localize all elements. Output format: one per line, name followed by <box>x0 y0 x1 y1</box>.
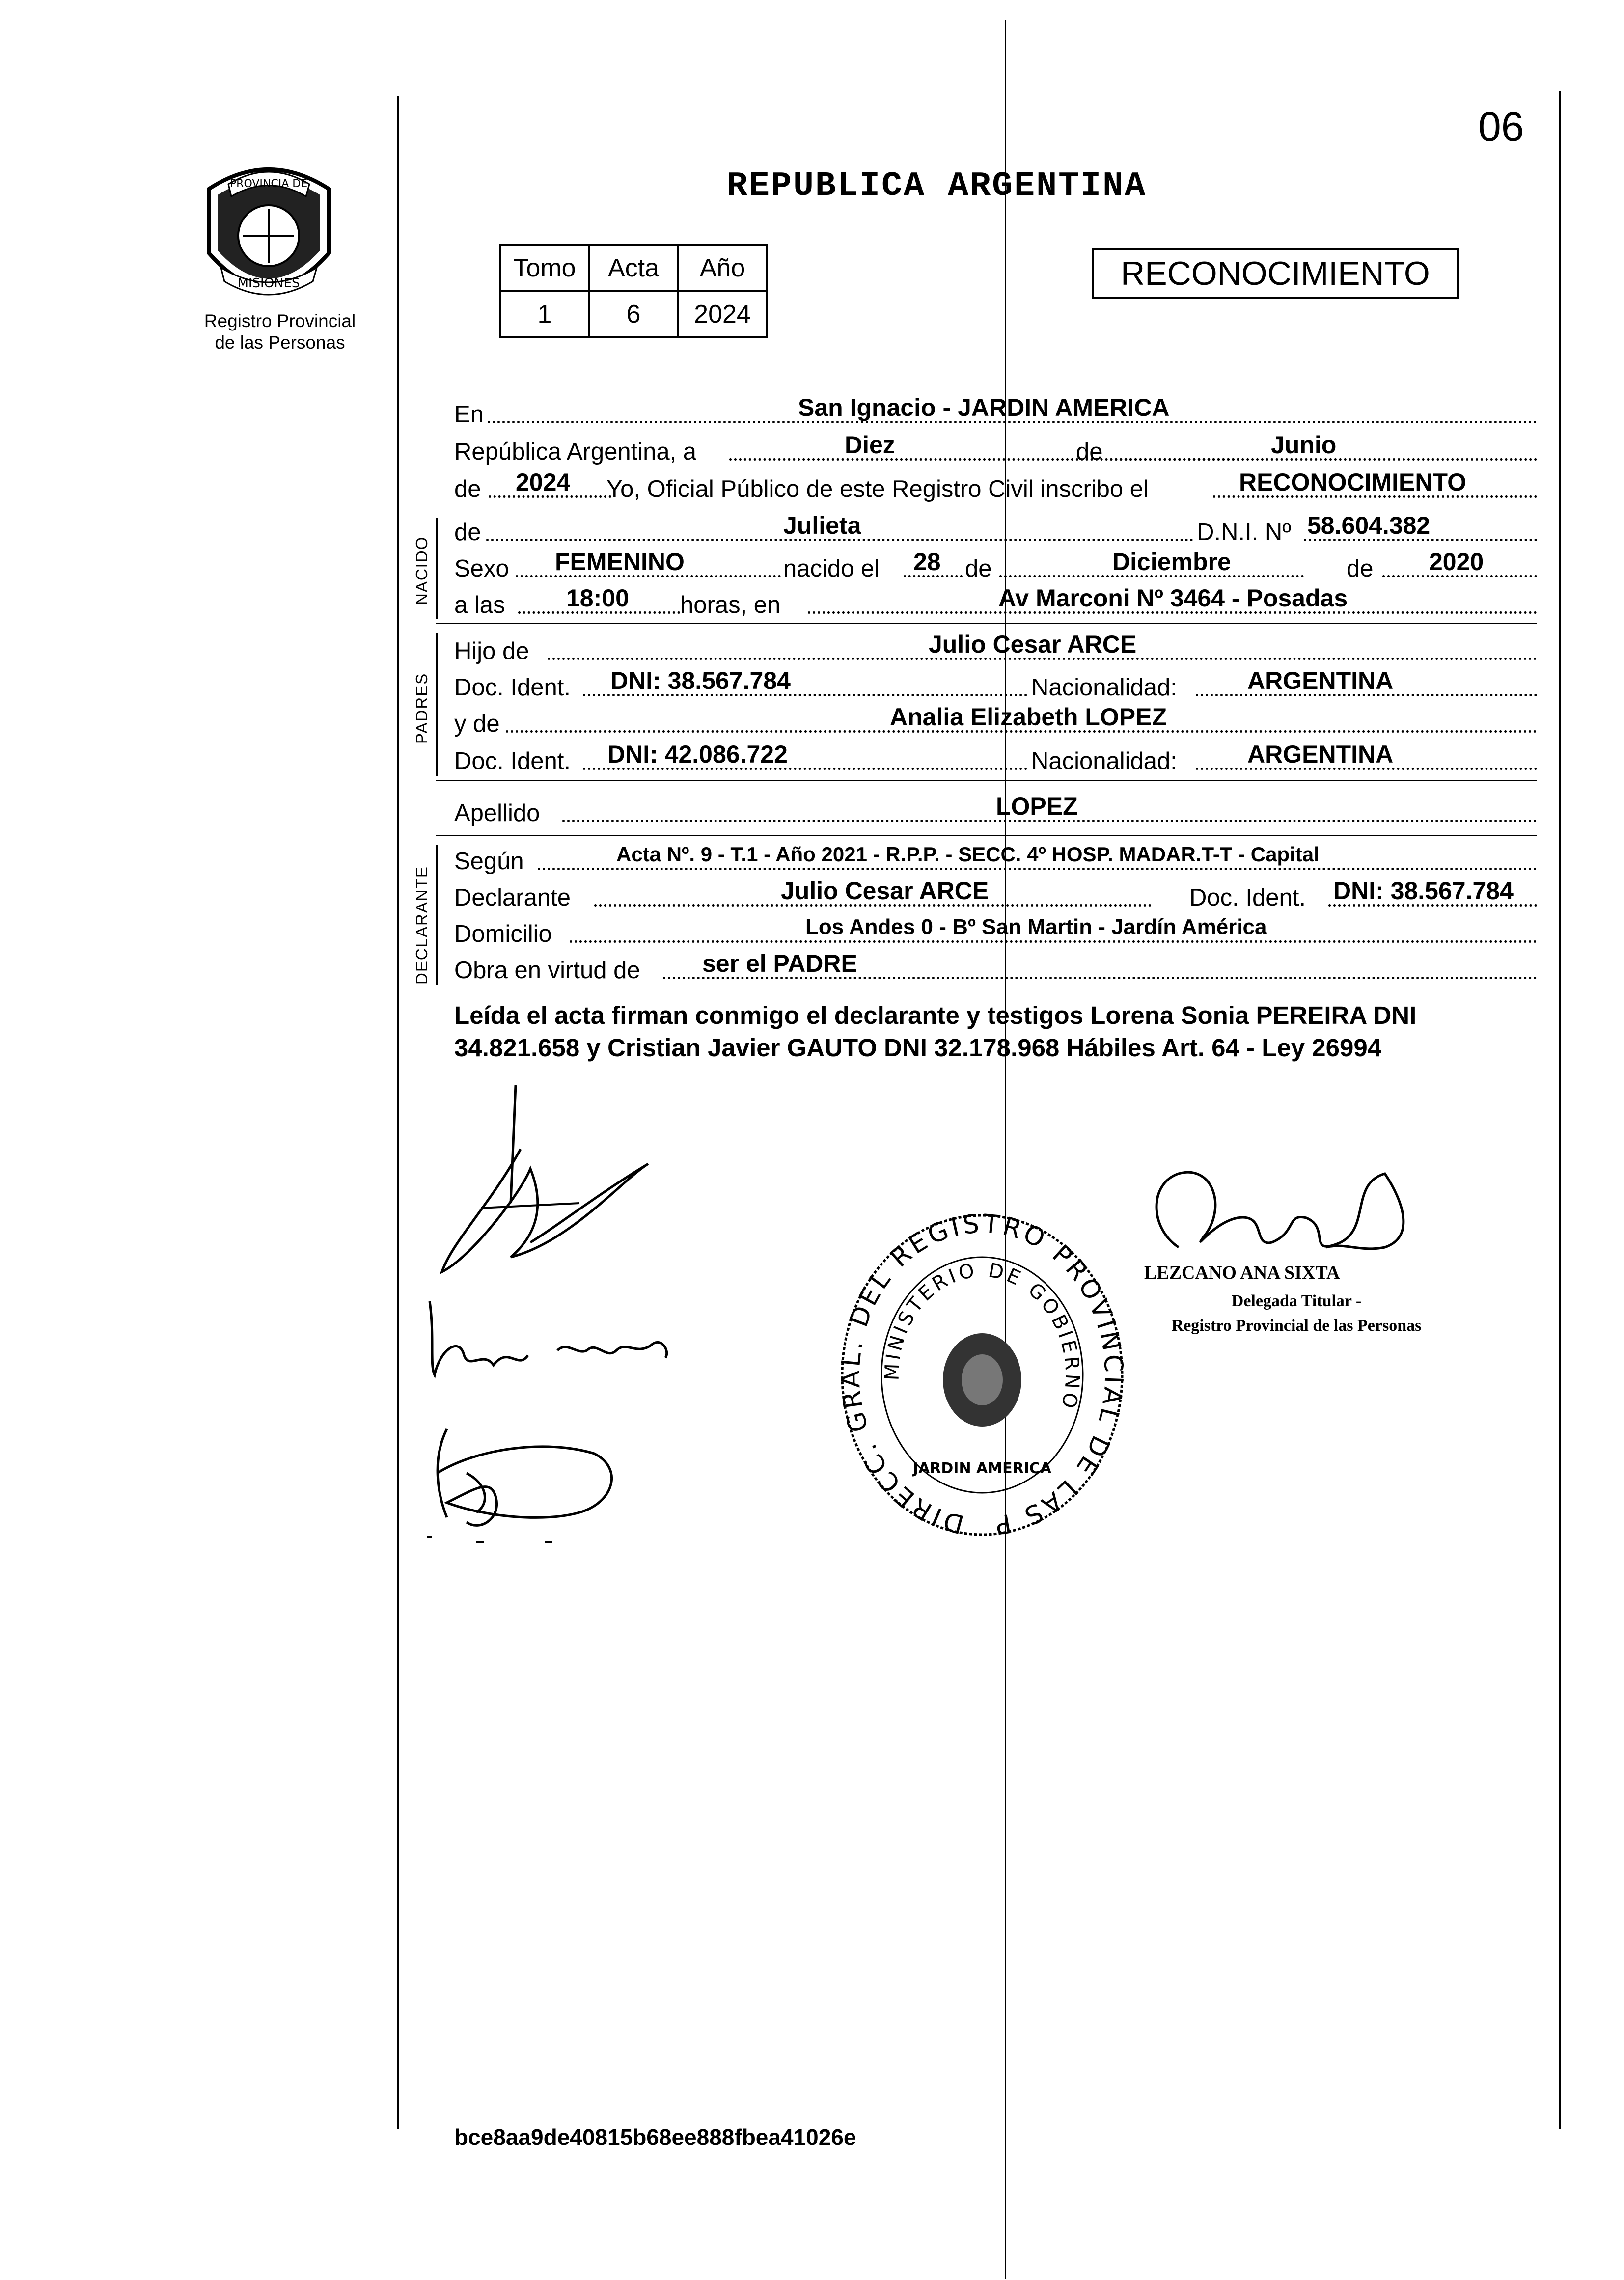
declarante-signature <box>432 1080 678 1316</box>
label-republica: República Argentina, a <box>454 439 697 465</box>
intro-act: RECONOCIMIENTO <box>1239 468 1466 496</box>
father-nationality: ARGENTINA <box>1247 667 1394 694</box>
stamp-bottom-text: JARDIN AMERICA <box>912 1460 1052 1477</box>
label-doc-ident: Doc. Ident. <box>1189 884 1306 911</box>
label-de-3: de <box>1347 555 1374 582</box>
nacido-year: 2020 <box>1429 548 1484 576</box>
nacido-day: 28 <box>913 548 941 576</box>
separator-apellido <box>436 835 1537 836</box>
separator-padres <box>436 780 1537 781</box>
registry-caption-line-2: de las Personas <box>215 332 345 353</box>
intro-year: 2024 <box>516 468 571 496</box>
center-fold-line <box>1005 20 1006 2279</box>
label-segun: Según <box>454 848 524 875</box>
row-republica <box>454 430 1537 467</box>
row-en <box>454 393 1537 429</box>
label-de-2: de <box>965 555 992 582</box>
province-seal-logo <box>199 155 339 317</box>
page-number: 06 <box>1478 104 1524 150</box>
record-table <box>499 244 768 338</box>
declarante-section-label: DECLARANTE <box>413 866 431 985</box>
intro-statement: Yo, Oficial Público de este Registro Civil inscribo el <box>606 476 1149 502</box>
label-y-de: y de <box>454 711 500 737</box>
label-doc-ident: Doc. Ident. <box>454 674 571 701</box>
row-hijo-de <box>454 630 1537 666</box>
label-hijo-de: Hijo de <box>454 638 529 664</box>
apellido-value: LOPEZ <box>996 793 1078 820</box>
label-nacionalidad: Nacionalidad: <box>1031 674 1177 701</box>
label-apellido: Apellido <box>454 800 540 826</box>
label-nacionalidad: Nacionalidad: <box>1031 748 1177 774</box>
witness-signature-1 <box>420 1291 695 1390</box>
registry-caption <box>177 310 383 354</box>
registry-stamp <box>823 1195 1129 1557</box>
nacido-month: Diciembre <box>1112 548 1231 576</box>
mother-nationality: ARGENTINA <box>1247 741 1394 768</box>
row-y-de <box>454 702 1537 739</box>
row-declarante <box>454 876 1537 912</box>
mother-name: Analia Elizabeth LOPEZ <box>890 703 1167 731</box>
row-segun <box>454 840 1537 876</box>
mother-doc: DNI: 42.086.722 <box>607 741 788 768</box>
nacido-sexo: FEMENINO <box>555 548 685 576</box>
label-en: En <box>454 401 484 428</box>
label-horas: horas, en <box>680 592 781 618</box>
label-domicilio: Domicilio <box>454 921 552 947</box>
record-value-acta: 6 <box>589 291 678 337</box>
document-title: REPUBLICA ARGENTINA <box>727 167 1147 206</box>
witness-signature-2 <box>417 1419 624 1547</box>
label-doc-ident: Doc. Ident. <box>454 748 571 774</box>
intro-month: Junio <box>1271 431 1337 459</box>
declarante-obra: ser el PADRE <box>702 950 857 977</box>
left-margin-line <box>397 96 399 2129</box>
label-a-las: a las <box>454 592 505 618</box>
record-value-anio: 2024 <box>678 291 767 337</box>
record-value-tomo: 1 <box>500 291 589 337</box>
record-type-box: RECONOCIMIENTO <box>1092 248 1459 299</box>
row-apellido <box>454 792 1537 828</box>
official-role <box>1139 1289 1454 1338</box>
row-nacido-sexo <box>454 547 1537 583</box>
padres-section-label: PADRES <box>413 672 431 744</box>
registry-caption-line-1: Registro Provincial <box>204 311 356 331</box>
stamp-outer-text: DIRECC. GRAL. DEL REGISTRO PROVINCIAL DE LAS PERSONAS <box>823 1195 1129 1540</box>
record-header-anio: Año <box>678 245 767 291</box>
declarante-domicilio: Los Andes 0 - Bº San Martin - Jardín América <box>805 915 1267 939</box>
official-office: Registro Provincial de las Personas <box>1171 1317 1422 1335</box>
row-obra <box>454 949 1537 985</box>
father-doc: DNI: 38.567.784 <box>610 667 791 694</box>
intro-day: Diez <box>845 431 895 459</box>
logo-text-bottom: MISIONES <box>237 276 300 291</box>
nacido-hour: 18:00 <box>566 584 629 612</box>
row-nacido-name <box>454 511 1537 547</box>
nacido-place: Av Marconi Nº 3464 - Posadas <box>998 584 1348 612</box>
label-declarante: Declarante <box>454 884 571 911</box>
row-father-doc <box>454 666 1537 702</box>
separator-nacido <box>436 623 1537 624</box>
label-sexo: Sexo <box>454 555 509 582</box>
label-nacido-el: nacido el <box>783 555 880 582</box>
intro-place: San Ignacio - JARDIN AMERICA <box>798 394 1170 421</box>
label-year-prefix: de <box>454 476 481 502</box>
row-nacido-hora <box>454 583 1537 620</box>
nacido-dni: 58.604.382 <box>1307 512 1431 539</box>
padres-bracket <box>436 633 438 776</box>
row-mother-doc <box>454 740 1537 776</box>
row-year <box>454 467 1537 504</box>
nacido-section-label: NACIDO <box>413 536 431 605</box>
declarante-name: Julio Cesar ARCE <box>781 877 989 905</box>
label-dni: D.N.I. Nº <box>1197 519 1292 546</box>
nacido-bracket <box>436 518 438 619</box>
official-signature <box>1139 1154 1483 1272</box>
stamp-inner-text: MINISTERIO DE GOBIERNO <box>881 1259 1084 1413</box>
document-hash: bce8aa9de40815b68ee888fbea41026e <box>454 2124 856 2150</box>
label-de: de <box>1076 439 1103 465</box>
closing-statement: Leída el acta firman conmigo el declarante y testigos Lorena Sonia PEREIRA DNI 34.821.658 y Cristian Javier GAUTO DNI 32.178.968 Hábiles Art. 64 - Ley 26994 <box>454 1001 1417 1062</box>
father-name: Julio Cesar ARCE <box>929 631 1137 658</box>
logo-text-top: PROVINCIA DE <box>229 178 308 190</box>
nacido-name: Julieta <box>783 512 861 539</box>
official-name: LEZCANO ANA SIXTA <box>1144 1263 1340 1283</box>
label-obra: Obra en virtud de <box>454 957 640 984</box>
row-domicilio <box>454 912 1537 949</box>
record-header-acta: Acta <box>589 245 678 291</box>
declarante-doc: DNI: 38.567.784 <box>1333 877 1514 905</box>
record-header-tomo: Tomo <box>500 245 589 291</box>
official-title: Delegada Titular - <box>1231 1292 1362 1310</box>
declarante-segun: Acta Nº. 9 - T.1 - Año 2021 - R.P.P. - SECC. 4º HOSP. MADAR.T-T - Capital <box>616 843 1320 866</box>
right-margin-line <box>1559 91 1561 2129</box>
label-de: de <box>454 519 481 546</box>
declarante-bracket <box>436 845 438 985</box>
